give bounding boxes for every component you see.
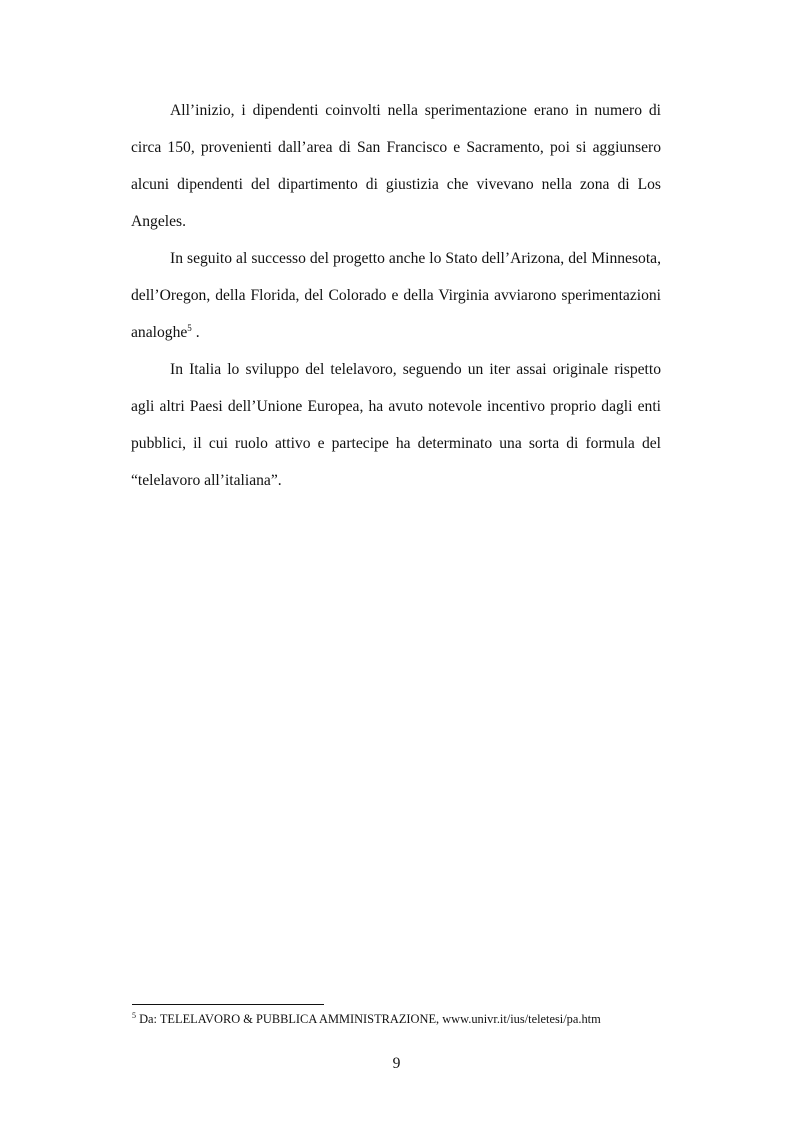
paragraph-text: All’inizio, i dipendenti coinvolti nella sperimentazione erano in numero di circa 150, provenienti dall’area di San Francisco e Sacramento, poi si aggiunsero alcuni dipendenti del dipartimento di giustizia che vivevano nella zona di Los Angeles.: [131, 102, 661, 230]
footnote-reference[interactable]: 5: [187, 323, 192, 333]
paragraph-text: In Italia lo sviluppo del telelavoro, seguendo un iter assai originale rispetto agli altri Paesi dell’Unione Europea, ha avuto notevole incentivo proprio dagli enti pubblici, il cui ruolo attivo e partecipe ha determinato una sorta di formula del “telelavoro all’italiana”.: [131, 361, 661, 489]
page-number: 9: [392, 1055, 401, 1072]
paragraph-suffix: .: [191, 324, 200, 341]
paragraph-text: In seguito al successo del progetto anche lo Stato dell’Arizona, del Minnesota, dell’Oregon, della Florida, del Colorado e della Virginia avviarono sperimentazioni analoghe: [131, 250, 661, 341]
footnote: [132, 1011, 692, 1027]
paragraph-italy: [131, 351, 661, 499]
footnote-divider: [132, 1004, 324, 1005]
document-body: [131, 92, 661, 499]
footnote-number: 5: [132, 1011, 136, 1020]
paragraph-us-states: [131, 240, 661, 351]
footnote-text: Da: TELELAVORO & PUBBLICA AMMINISTRAZIONE, www.univr.it/ius/teletesi/pa.htm: [136, 1012, 601, 1026]
paragraph-intro: [131, 92, 661, 240]
